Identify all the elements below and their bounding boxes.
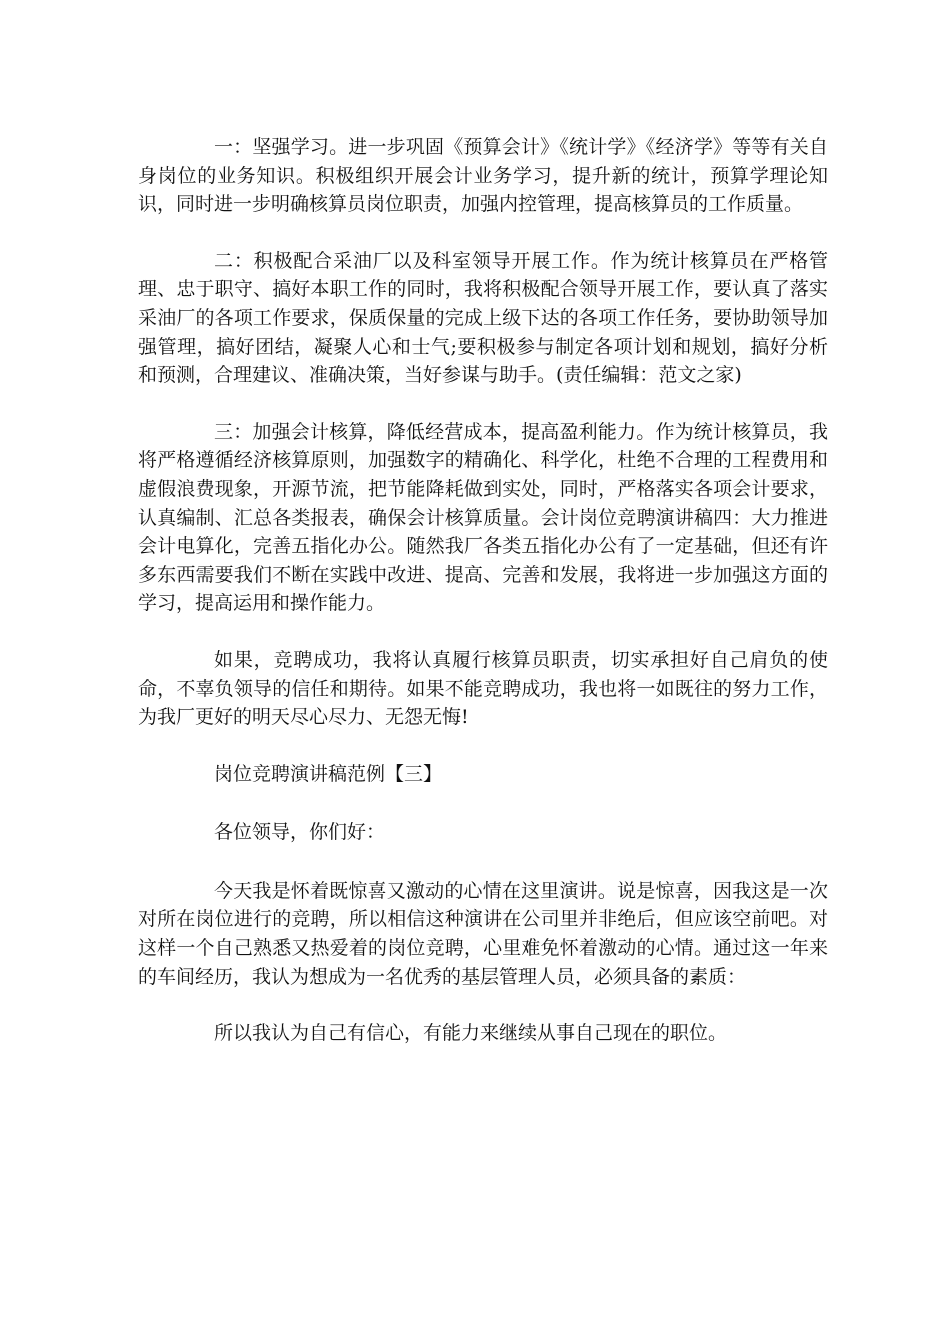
- salutation: 各位领导，你们好：: [214, 821, 386, 844]
- paragraph-study: 一：坚强学习。进一步巩固《预算会计》《统计学》《经济学》等等有关自身岗位的业务知识。积极组织开展会计业务学习，提升新的统计，预算学理论知识，同时进一步明确核算员岗位职责，加强内控管理，提高核算员的工作质量。: [138, 136, 828, 216]
- section-heading: 岗位竞聘演讲稿范例【三】: [214, 762, 443, 785]
- paragraph-confidence: 所以我认为自己有信心，有能力来继续从事自己现在的职位。: [214, 1022, 728, 1045]
- paragraph-commitment: 如果，竞聘成功，我将认真履行核算员职责，切实承担好自己肩负的使命，不辜负领导的信任和期待。如果不能竞聘成功，我也将一如既往的努力工作，为我厂更好的明天尽心尽力、无怨无悔!: [138, 648, 828, 729]
- paragraph-accounting: 三：加强会计核算，降低经营成本，提高盈利能力。作为统计核算员，我将严格遵循经济核算原则，加强数字的精确化、科学化，杜绝不合理的工程费用和虚假浪费现象，开源节流，把节能降耗做到实处，同时，严格落实各项会计要求，认真编制、汇总各类报表，确保会计核算质量。会计岗位竞聘演讲稿四：大力推进会计电算化，完善五指化办公。随然我厂各类五指化办公有了一定基础，但还有许多东西需要我们不断在实践中改进、提高、完善和发展，我将进一步加强这方面的学习，提高运用和操作能力。: [138, 420, 828, 615]
- document-body: [138, 133, 828, 1076]
- paragraph-introduction: 今天我是怀着既惊喜又激动的心情在这里演讲。说是惊喜，因我这是一次对所在岗位进行的竞聘，所以相信这种演讲在公司里并非绝后，但应该空前吧。对这样一个自己熟悉又热爱着的岗位竞聘，心里难免怀着激动的心情。通过这一年来的车间经历，我认为想成为一名优秀的基层管理人员，必须具备的素质：: [138, 879, 828, 988]
- paragraph-cooperate: 二：积极配合采油厂以及科室领导开展工作。作为统计核算员在严格管理、忠于职守、搞好本职工作的同时，我将积极配合领导开展工作，要认真了落实采油厂的各项工作要求，保质保量的完成上级下达的各项工作任务，要协助领导加强管理，搞好团结，凝聚人心和士气;要积极参与制定各项计划和规划，搞好分析和预测，合理建议、准确决策，当好参谋与助手。(责任编辑：范文之家): [138, 249, 828, 387]
